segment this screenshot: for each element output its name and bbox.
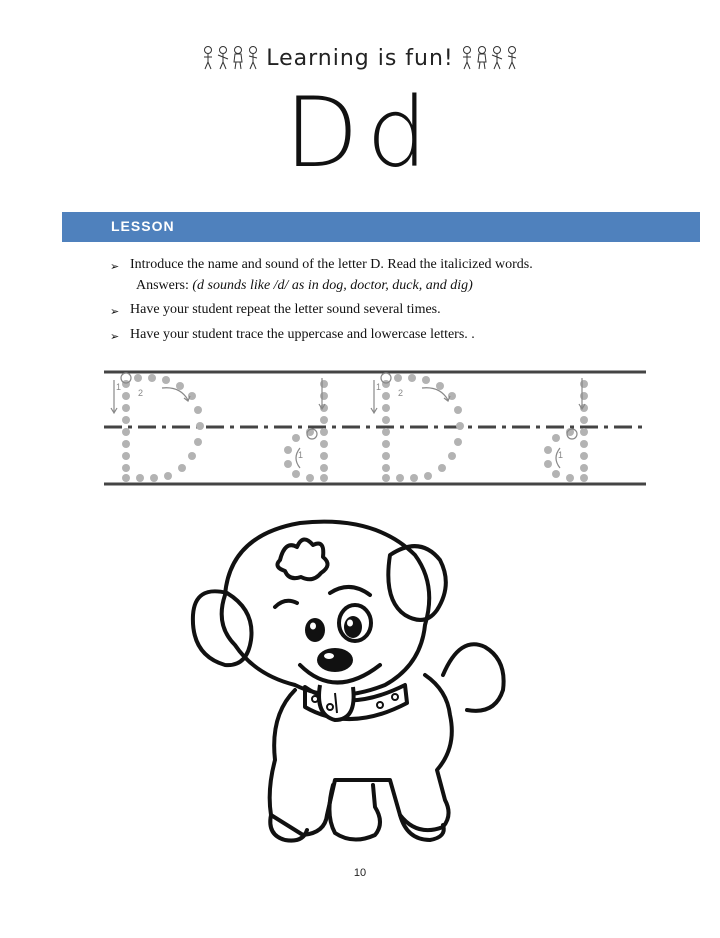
child-figure-icon [216, 45, 230, 71]
bullet-text: Have your student repeat the letter sound several times. [130, 302, 441, 317]
arrow-bullet-icon: ➢ [110, 305, 120, 318]
dog-tail [443, 644, 504, 711]
page-number: 10 [353, 867, 367, 879]
page-header [0, 40, 720, 76]
child-figure-icon [201, 45, 215, 71]
start-point-circles [121, 373, 577, 439]
kids-decoration-left [201, 45, 260, 71]
child-figure-icon [460, 45, 474, 71]
stroke-number: 1 [558, 450, 564, 460]
dog-front-paw-right [329, 785, 380, 840]
answers-line [110, 277, 670, 295]
child-figure-icon [246, 45, 260, 71]
arrow-bullet-icon: ➢ [110, 260, 120, 273]
bullet-text: Introduce the name and sound of the letter D. Read the italicized words. [130, 257, 533, 272]
stroke-number: 1 [376, 382, 382, 392]
lesson-bullets [110, 256, 670, 351]
stroke-number: 1 [298, 450, 304, 460]
featured-letter: Dd [284, 77, 436, 189]
child-figure-icon [475, 45, 489, 71]
lesson-section-bar [62, 212, 700, 242]
bullet-text: Have your student trace the uppercase and lowercase letters. . [130, 327, 475, 342]
list-item [110, 256, 670, 276]
answers-label: Answers: [136, 278, 189, 293]
dog-eyebrow-left [275, 601, 297, 607]
dog-eyebrow-right [330, 587, 370, 595]
stroke-number: 2 [138, 388, 144, 398]
child-figure-icon [231, 45, 245, 71]
list-item [110, 301, 670, 321]
child-figure-icon [490, 45, 504, 71]
child-figure-icon [505, 45, 519, 71]
stroke-number: 1 [116, 382, 122, 392]
arrow-bullet-icon: ➢ [110, 330, 120, 343]
list-item [110, 326, 670, 346]
stroke-number: 2 [398, 388, 404, 398]
dog-face [300, 605, 380, 720]
header-title: Learning is fun! [266, 45, 454, 71]
puppy-coloring-illustration [185, 515, 535, 860]
kids-decoration-right [460, 45, 519, 71]
letter-tracing-area[interactable] [100, 368, 650, 490]
dog-hair-tuft [277, 539, 327, 579]
lesson-heading: LESSON [111, 218, 175, 234]
answers-text: (d sounds like /d/ as in dog, doctor, duck, and dig) [192, 278, 473, 293]
stroke-direction-arrows [111, 378, 585, 468]
